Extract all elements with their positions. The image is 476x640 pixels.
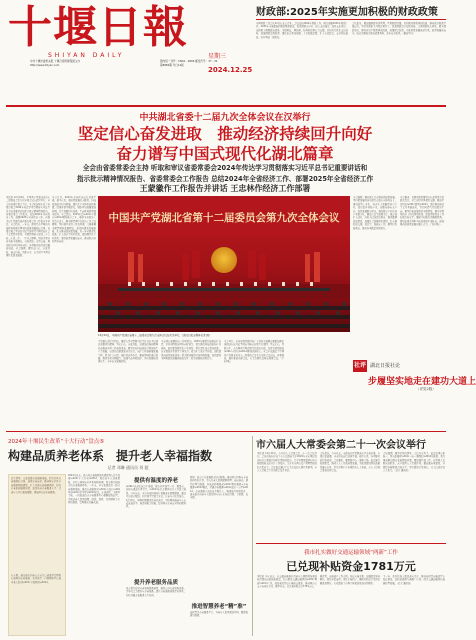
lead-body-center: 王忠林在部署经济工作时指出，2025年要着力稳增长扩内需，持续巩固经济回升向好势头；着力推进科技创新和产业创新，加快建设现代化产业体系；着力深化重点领域改革，充分激发各类经营主体活力；着力扩大高水平开放，加快建设内陆开放新高地；着力推动城乡区域协调发展，加快建设全国构建新发展格局先行区；着力保障和改善民生。	[161, 340, 221, 361]
section-rule	[6, 431, 446, 432]
lead-headline-2: 奋力谱写中国式现代化湖北篇章	[116, 145, 334, 163]
feature-body: 2024年以来，我市将养老服务体系建设列入民生改革\u201c十大行动\u201d，聚焦老年人急难愁盼，持续完善居家社区机构相协调、医养康养相结合的养老服务体系。一年来，全市新建改造一批养老服务设施，推动养老服务从\u201c有没有\u201d向\u201c好不好\u201d转变。在张湾区、茅箭区等地，一批街道综合养老服务中心相继建成运营，为周边老人提供助餐、助浴、助医、日间照料等多样化服务，受到群众普遍欢迎。	[68, 474, 120, 505]
edition-line: 第8884期 今日12版	[160, 63, 184, 67]
lead-body-left: 本报讯 12月24日，中国共产党湖北省第十二届委员会第九次全体会议在武汉举行。全会由省委常委会主持。全会听取和审议了省委常委会2024年传达学习贯彻落实习近平总书记重要讲话和指示批示精神情况报告、省委常委会工作报告，总结2024年全省经济工作，部署2025年全省经济工作。省委书记王蒙徽代表省委常委会作工作报告并讲话。全会指出，一年来，面对复杂严峻的外部环境和艰巨繁重的改革发展稳定任务，省委常委会坚持以习近平新时代中国特色社会主义思想为指导，全面贯彻落实党的二十大和二十届二中、三中全会精神，团结带领全省各族干部群众，奋发进取、攻坚克难，推动经济持续回升向好，各项事业取得新进展新成效。全会强调，要坚定信心、奋发进取，锚定目标、真抓实干，奋力谱写中国式现代化湖北篇章。	[6, 196, 50, 257]
subhead-3: 推进智慧养老“精”准”	[191, 604, 247, 610]
feature-title: 构建品质养老体系 提升老人幸福指数	[8, 449, 213, 463]
commentary-kicker: 湖北日报社论	[370, 363, 401, 369]
congress-title: 市六届人大常委会第二十一次会议举行	[256, 440, 426, 451]
lead-body-right: 全会要求，各级党组织要切实扛起管党治党政治责任，持之以恒正风肃纪反腐，驰而不息纠治\u201c四风\u201d，深化整治形式主义为基层减负，营造风清气正的政治生态。要坚持和加强党的全面领导，健全党领导经济工作的体制机制，提高领导经济工作的能力和水平。要树立和践行正确政绩观，建设忠诚干净担当的高素质干部队伍，形成推动高质量发展的强大合力。（下转2版）	[400, 196, 444, 227]
lead-kicker: 中共湖北省委十二届九次全体会议在汉举行	[139, 113, 311, 123]
lead-headline-1: 坚定信心奋发进取 推动经济持续回升向好	[77, 125, 373, 143]
commentary-tag: 社评	[353, 360, 367, 372]
aid-body: 本报讯 今年以来，市交通运输局认真落实大规模设备更新和消费品以旧换新政策，扎实推进交通运输领域\u201c两新\u201d工作，加快老旧营运车辆淘汰更新，推动城市公交车电动化替代。截至目前，已兑现补贴资金1781万元。	[257, 575, 317, 589]
masthead-rule	[6, 105, 446, 107]
lead-deck-3: 王蒙徽作工作报告并讲话 王忠林作经济工作部署	[139, 184, 311, 193]
top-story-rule	[256, 19, 446, 20]
edition-line: 国内统一刊号：CN42－0066 邮发代号：37－32	[160, 60, 218, 63]
lead-body-right: 全会强调，要以更大力度推动高质量发展。坚持把发展经济的着力点放在实体经济上，推进新型工业化，培育壮大战略性新兴产业，改造提升传统产业，前瞻布局未来产业。加快发展数字经济，推进数字产业化和产业数字化。要加大民生保障力度，稳定和扩大就业，办好人民满意的教育，推进健康湖北建设，加强社会保障体系建设，扎实做好保交楼、保民生、保稳定工作。要坚持系统观念，推动各项政策协同发力。	[353, 196, 397, 230]
masthead-weekday: 星期三	[208, 53, 227, 60]
lead-body-center: 全会号召，全省各级党组织和广大党员干部群众要更加紧密地团结在以习近平同志为核心的党中央周围，坚定信心、真抓实干，奋力推进中国式现代化湖北实践，以优异成绩迎接\u201c十四五\u201d规划圆满收官。全会审议通过了中国共产党湖北省第十二届委员会第九次全体会议决议。省委委员、候补委员出席会议，有关方面负责同志列席会议。（下转2版）	[224, 340, 284, 364]
aid-body: 下一步，将持续加大政策落实力度，推动老旧营运柴油货车淘汰更新，加快新能源车辆推广应用，助力交通运输绿色低碳转型发展。（记者 通讯员）	[383, 575, 445, 585]
congress-body: 会议指出，今年以来，市政府认真贯彻落实中央和省委、市委决策部署，全市经济运行总体平稳、稳中有进，各项事业取得新成效。会议要求，要围绕中心、服务大局，依法履行监督职责，推动人大工作高质量发展，为加快建设绿色低碳发展示范区、打造世界汽车名城作出人大贡献。市人大常委会委员出席会议。	[320, 452, 380, 473]
aid-kicker: 我市扎实做好交通运输领域“两新”工作	[304, 550, 398, 556]
lead-deck-2: 指示批示精神情况报告、省委常委会工作报告 总结2024年全省经济工作、部署2025年全省经济工作	[76, 175, 374, 183]
photo-banner: 中国共产党湖北省第十二届委员会第九次全体会议	[108, 212, 340, 224]
meeting-photo	[98, 196, 350, 332]
masthead-info-line: 中共十堰市委机关报 十堰日报传媒集团主办	[30, 60, 81, 63]
feature-body: 依托智慧养老服务平台，为老年人提供紧急呼叫、健康监测等服务。	[190, 611, 248, 618]
lead-body-center: 王蒙徽在讲话中指出，要深入学习贯彻习近平总书记考察湖北重要讲话精神，坚定信心、奋发进取，以更加昂扬的精神状态推动各项工作落地见效。要坚持以科技创新引领新质生产力发展，以深化改革激发动力活力，以扩大开放拓展发展空间，着力扩大内需，稳住经济基本盘。要统筹城乡融合发展，推进乡村全面振兴，加强生态环境保护，切实保障和改善民生，守牢安全发展底线。	[98, 340, 158, 364]
commentary-sub: （详见2版）	[416, 387, 436, 391]
congress-body: 本报讯 12月24日，市六届人大常委会第二十一次会议举行。会议听取和审议了市人民政府关于2024年全市国民经济和社会发展计划执行情况的报告，关于本级预算执行和其他财政收支的审计工作报告，关于全市国有资产管理情况的综合报告等。会议表决通过了有关决议和人事任免事项。市人大常委会主任出席会议并讲话。	[257, 452, 317, 473]
masthead-pinyin: SHIYAN DAILY	[48, 52, 125, 59]
photo-caption: 12月24日，中国共产党湖北省第十二届委员会第九次全体会议在武汉举行。（湖北日报全媒体记者 摄）	[98, 334, 212, 337]
top-story-body: 全国财政工作会议12月在北京召开，会议总结2024年财政工作，研究部署2025年财政工作。2025年实施更加积极的财政政策，提高财政赤字率，加大支出强度、加快支出进度。安排更大规模政府债券，为稳增长、调结构、防风险提供有力支撑。持续用力优化支出结构，加强财政资源统筹，强化重点领域保障，大力提振消费、扩大有效投资，支持科技创新，兜牢基层三保底线。	[256, 22, 348, 39]
masthead-title: 十堰日報	[8, 2, 188, 53]
subhead-1: 提供有温度的养老	[133, 478, 178, 484]
congress-rule	[256, 543, 446, 544]
aid-title: 已兑现补贴资金1781万元	[286, 560, 416, 573]
commentary-title: 步履坚实地走在建功大道上	[368, 377, 476, 387]
column-divider	[252, 436, 253, 636]
top-story-title: 财政部:2025年实施更加积极的财政政策	[256, 7, 438, 18]
masthead-info	[30, 60, 156, 67]
masthead-info-line: http://www.10yan.com	[30, 63, 60, 67]
lead-body-left: 全会认为，2024年全省经济运行总体平稳、稳中有进，高质量发展扎实推进。科技创新能力持续增强，现代化产业体系加快构建，改革开放不断深化，城乡区域发展更加协调，民生保障持续改善，生态环境质量稳步提升。全会提出，2025年是\u201c十四五\u201d规划收官之年，做好全省经济工作意义重大。要全面贯彻中央经济工作会议精神，坚持稳中求进工作总基调，完整准确全面贯彻新发展理念，加快构建新发展格局，扎实推动高质量发展，进一步全面深化改革，扩大高水平对外开放，建设现代化产业体系，更好统筹发展和安全，推动经济持续回升向好。	[52, 196, 96, 244]
feature-byline: 记者 邓琳 通讯员 刘 超	[107, 465, 149, 470]
feature-body: 我市着力提升养老机构服务质量，推进公办养老机构改革，引导社会力量参与养老服务，建立养老服务质量评价体系，持续开展养老服务人才培训。	[126, 587, 186, 597]
feature-body: 在十堰，越来越多的老人在家门口就能享受到贴心周到的养老服务，社区食堂、日间照料中心成为老人们的\u201c幸福驿站\u201d。	[11, 574, 61, 584]
feature-kicker: 2024年十堰民生改革“十大行动”盘点⑤	[8, 439, 105, 445]
feature-body: 同时，我市大力发展医养结合服务，推动医疗机构与养老机构签约合作，为入住老人提供健康管理、疾病诊治、康复护理等服务。各地还积极探索\u201c物业服务+养老服务\u201d模式，打通养老服务\u201c最后一公里\u201d。养老服务人员队伍不断壮大，服务能力明显提升，越来越多的老年人感受到实实在在的获得感、幸福感、安全感。	[190, 476, 248, 500]
subhead-2: 提升养老服务品质	[133, 580, 178, 586]
masthead-date: 2024.12.25	[208, 66, 253, 74]
congress-body: 会议强调，要坚持党的领导、人民当家作主、依法治国有机统一，切实加强对\u201c一府一委两院\u201d的监督，着力推动解决群众急难愁盼问题。要加强代表工作，密切同人民群众的联系，充分发挥人大代表作用。要加强自身建设，全面提升履职能力和水平，努力建设让党放心、让人民满意的人大机关。（记者 通讯员）	[383, 452, 445, 473]
feature-body: \u201c以前吃饭是个难题，现在社区食堂一日三餐都有，价格实惠还干净卫生。\u201d家住茅箭区的王大爷高兴地说。今年以来，全市各地因地制宜发展老年助餐服务，通过中央厨房配送、社区食堂堂食等方式，让老年人吃得放心、吃得舒心。同时积极推进适老化改造，为特殊困难老年人家庭安装扶手、防滑地板等设施，提升居家养老安全性和便利性。	[126, 485, 186, 509]
lead-deck-1: 全会由省委常委会主持 听取和审议省委常委会2024年传达学习贯彻落实习近平总书记重要讲话和	[82, 164, 368, 172]
aid-body: 据介绍，该局成立工作专班，制定实施方案，加强政策宣传解读，简化申报流程，优化审核程序，确保补贴资金及时足额发放到位，有效激发了市场主体更新设备的积极性。	[320, 575, 380, 585]
feature-sidebar-text: 民生清单：完成新建养老服务设施，打造社区养老服务综合体，新增养老床位。推动居家社区养老服务网络建设，扩大普惠养老服务供给，提升养老机构服务质量，加快培育养老服务人才，让老年人享有更加便捷、更加舒心的养老服务。	[11, 477, 61, 494]
top-story-body: 会议指出，要加强财政科学管理，严肃财经纪律，持续推进财税体制改革，推动地方财政平稳运行。坚持党政机关习惯过紧日子，提高财政资金使用效益。完善财政收入体系，健全预算制度，推进省以下财政体制改革，加强财会监督，为高质量发展贡献力量。统筹发展和安全，防范化解地方政府债务风险，兜牢安全底线。（据新华社）	[352, 22, 446, 36]
